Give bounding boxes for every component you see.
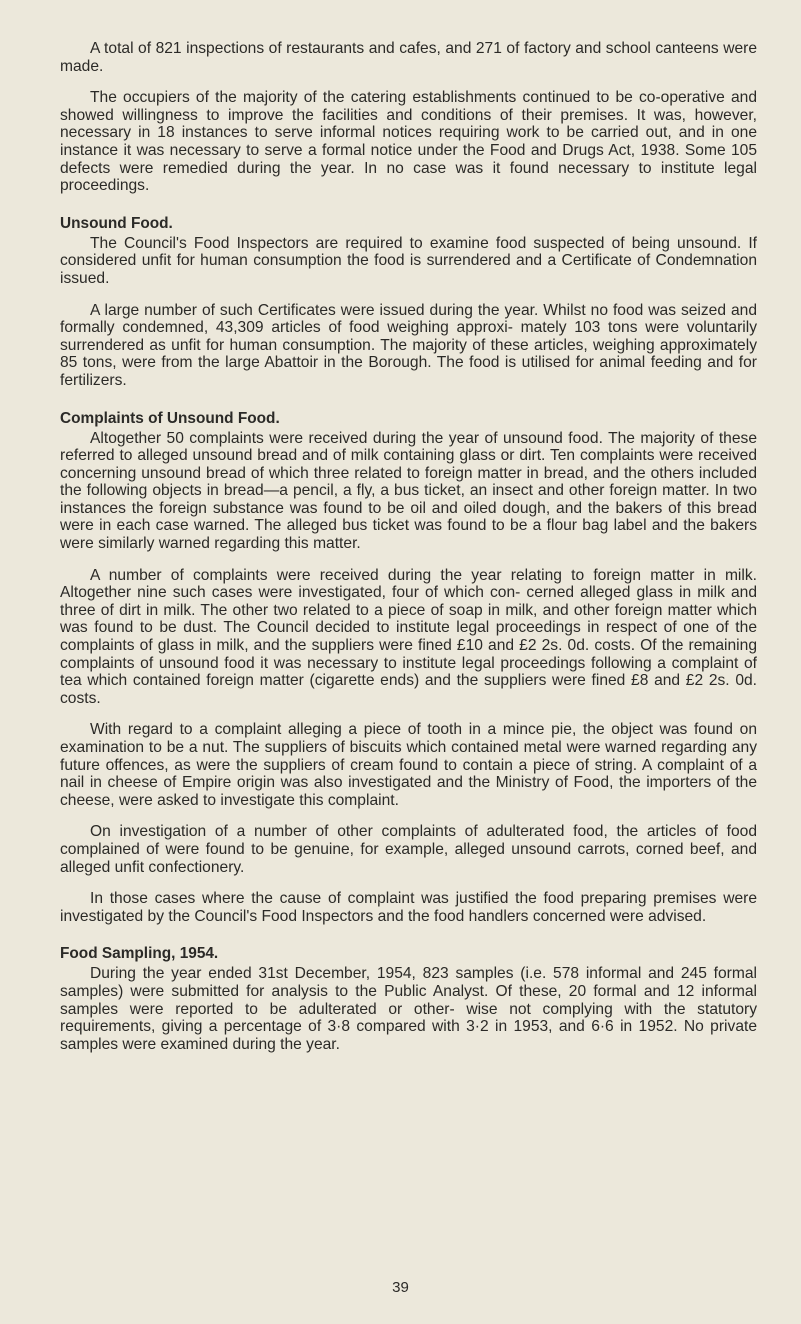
paragraph-food-inspectors: The Council's Food Inspectors are required to examine food suspected of being unsound. If considered unfit for human consumption the food is surrendered and a Certificate of Condemnation issued. [60,234,757,287]
paragraph-complaints-genuine: On investigation of a number of other complaints of adulterated food, the articles of food complained of were found to be genuine, for example, alleged unsound carrots, corned beef, and alleged unfit confectionery. [60,823,757,876]
paragraph-inspections: A total of 821 inspections of restaurants and cafes, and 271 of factory and school canteens were made. [60,40,757,75]
heading-unsound-food: Unsound Food. [60,214,173,232]
paragraph-complaints-bread: Altogether 50 complaints were received during the year of unsound food. The majority of these referred to alleged unsound bread and of milk containing glass or dirt. Ten complaints were received concerning unsound bread of which three related to foreign matter in bread, and the others included the following objects in bread—a pencil, a fly, a bus ticket, an insect and other foreign matter. In two instances the foreign substance was found to be oil and oiled dough, and the bakers of this bread were in each case warned. The alleged bus ticket was found to be a flour bag label and the bakers were similarly warned regarding this matter. [60,429,757,553]
paragraph-certificates: A large number of such Certificates were issued during the year. Whilst no food was seized and formally condemned, 43,309 articles of food weighing approxi- mately 103 tons were voluntarily surrendered as unfit for human consumption. The majority of these articles, weighing approximately 85 tons, were from the large Abattoir in the Borough. The food is utilised for animal feeding and for fertilizers. [60,301,757,389]
paragraph-complaints-milk: A number of complaints were received during the year relating to foreign matter in milk. Altogether nine such cases were investigated, four of which con- cerned alleged glass in milk and three of dirt in milk. The other two related to a piece of soap in milk, and other foreign matter which was found to be dust. The Council decided to institute legal proceedings in respect of one of the complaints of glass in milk, and the suppliers were fined £10 and £2 2s. 0d. costs. Of the remaining complaints of unsound food it was necessary to institute legal proceedings following a complaint of tea which contained foreign matter (cigarette ends) and the suppliers were fined £8 and £2 2s. 0d. costs. [60,566,757,707]
paragraph-complaints-mince-pie: With regard to a complaint alleging a piece of tooth in a mince pie, the object was found on examination to be a nut. The suppliers of biscuits which contained metal were warned regarding any future offences, as were the suppliers of cream found to contain a piece of string. A complaint of a nail in cheese of Empire origin was also investigated and the Ministry of Food, the importers of the cheese, were asked to investigate this complaint. [60,721,757,809]
paragraph-complaints-premises: In those cases where the cause of complaint was justified the food preparing premises were investigated by the Council's Food Inspectors and the food handlers concerned were advised. [60,890,757,925]
page-number: 39 [392,1279,409,1296]
paragraph-sampling: During the year ended 31st December, 1954, 823 samples (i.e. 578 informal and 245 formal samples) were submitted for analysis to the Public Analyst. Of these, 20 formal and 12 informal samples were reported to be adulterated or other- wise not complying with the statutory requirements, giving a percentage of 3·8 compared with 3·2 in 1953, and 6·6 in 1952. No private samples were examined during the year. [60,965,757,1053]
heading-food-sampling: Food Sampling, 1954. [60,945,219,963]
paragraph-catering-establishments: The occupiers of the majority of the catering establishments continued to be co-operative and showed willingness to improve the facilities and conditions of their premises. It was, however, necessary in 18 instances to serve informal notices requiring work to be carried out, and in one instance it was necessary to serve a formal notice under the Food and Drugs Act, 1938. Some 105 defects were remedied during the year. In no case was it found necessary to institute legal proceedings. [60,89,757,195]
heading-complaints: Complaints of Unsound Food. [60,409,280,427]
